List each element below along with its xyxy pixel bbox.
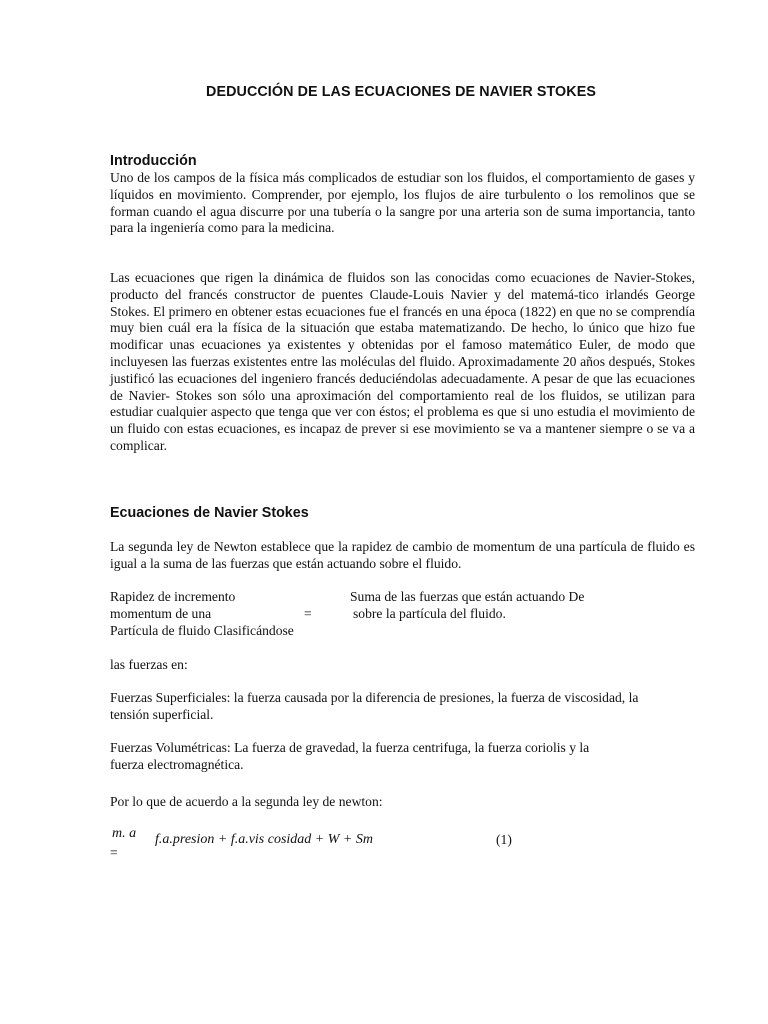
section-heading-navier-stokes: Ecuaciones de Navier Stokes — [110, 505, 309, 521]
right-label-line-1: Suma de las fuerzas que están actuando De — [350, 589, 585, 604]
intro-paragraph-1: Uno de los campos de la física más complicados de estudiar son los fluidos, el comportamiento de gases y líquidos en movimiento. Comprender, por ejemplo, los flujos de aire turbulento o los remolinos que se forman cuando el agua discurre por una tubería o la sangre por una arteria son de suma importancia, tanto para la ingeniería como para la medicina. — [110, 170, 695, 236]
left-label-line-2: momentum de una — [110, 606, 212, 621]
right-label-line-2: sobre la partícula del fluido. — [353, 606, 506, 621]
equation-rhs: f.a.presion + f.a.vis cosidad + W + Sm — [155, 832, 373, 847]
equals-sign: = — [304, 606, 312, 621]
equation-equals: = — [110, 845, 118, 860]
left-label-line-1: Rapidez de incremento — [110, 589, 236, 604]
left-label-line-3: Partícula de fluido Clasificándose — [110, 623, 294, 638]
newton-law-intro: Por lo que de acuerdo a la segunda ley de newton: — [110, 794, 383, 809]
document-title: DEDUCCIÓN DE LAS ECUACIONES DE NAVIER STOKES — [206, 84, 596, 100]
forces-intro-text: las fuerzas en: — [110, 657, 188, 672]
equation-number: (1) — [496, 832, 512, 847]
newton-law-paragraph: La segunda ley de Newton establece que la rapidez de cambio de momentum de una partícula de fluido es igual a la suma de las fuerzas que están actuando sobre el fluido. — [110, 539, 695, 571]
surface-forces-line-2: tensión superficial. — [110, 707, 214, 722]
intro-heading: Introducción — [110, 153, 197, 169]
intro-paragraph-2: Las ecuaciones que rigen la dinámica de fluidos son las conocidas como ecuaciones de Navier-Stokes, producto del francés constructor de puentes Claude-Louis Navier y del matemá-tico irlandés George Stokes. El primero en obtener estas ecuaciones fue el francés en una época (1822) en que no se comprendía muy bien cuál era la física de la situación que estaba matematizando. De hecho, lo único que hizo fue modificar unas ecuaciones ya existentes y obtenidas por el famoso matemático Euler, de modo que incluyesen las fuerzas existentes entre las moléculas del fluido. Aproximadamente 20 años después, Stokes justificó las ecuaciones del ingeniero francés deduciéndolas adecuadamente. A pesar de que las ecuaciones de Navier- Stokes son sólo una aproximación del comportamiento real de los fluidos, se utilizan para estudiar cualquier aspecto que tenga que ver con éstos; el problema es que si uno estudia el movimiento de un fluido con estas ecuaciones, es incapaz de prever si ese movimiento se va a mantener siempre o se va a complicar. — [110, 270, 695, 453]
volume-forces-line-2: fuerza electromagnética. — [110, 757, 244, 772]
equation-lhs: m. a — [112, 826, 137, 841]
surface-forces-line-1: Fuerzas Superficiales: la fuerza causada por la diferencia de presiones, la fuerza de viscosidad, la — [110, 690, 639, 705]
volume-forces-line-1: Fuerzas Volumétricas: La fuerza de gravedad, la fuerza centrifuga, la fuerza coriolis y la — [110, 740, 590, 755]
